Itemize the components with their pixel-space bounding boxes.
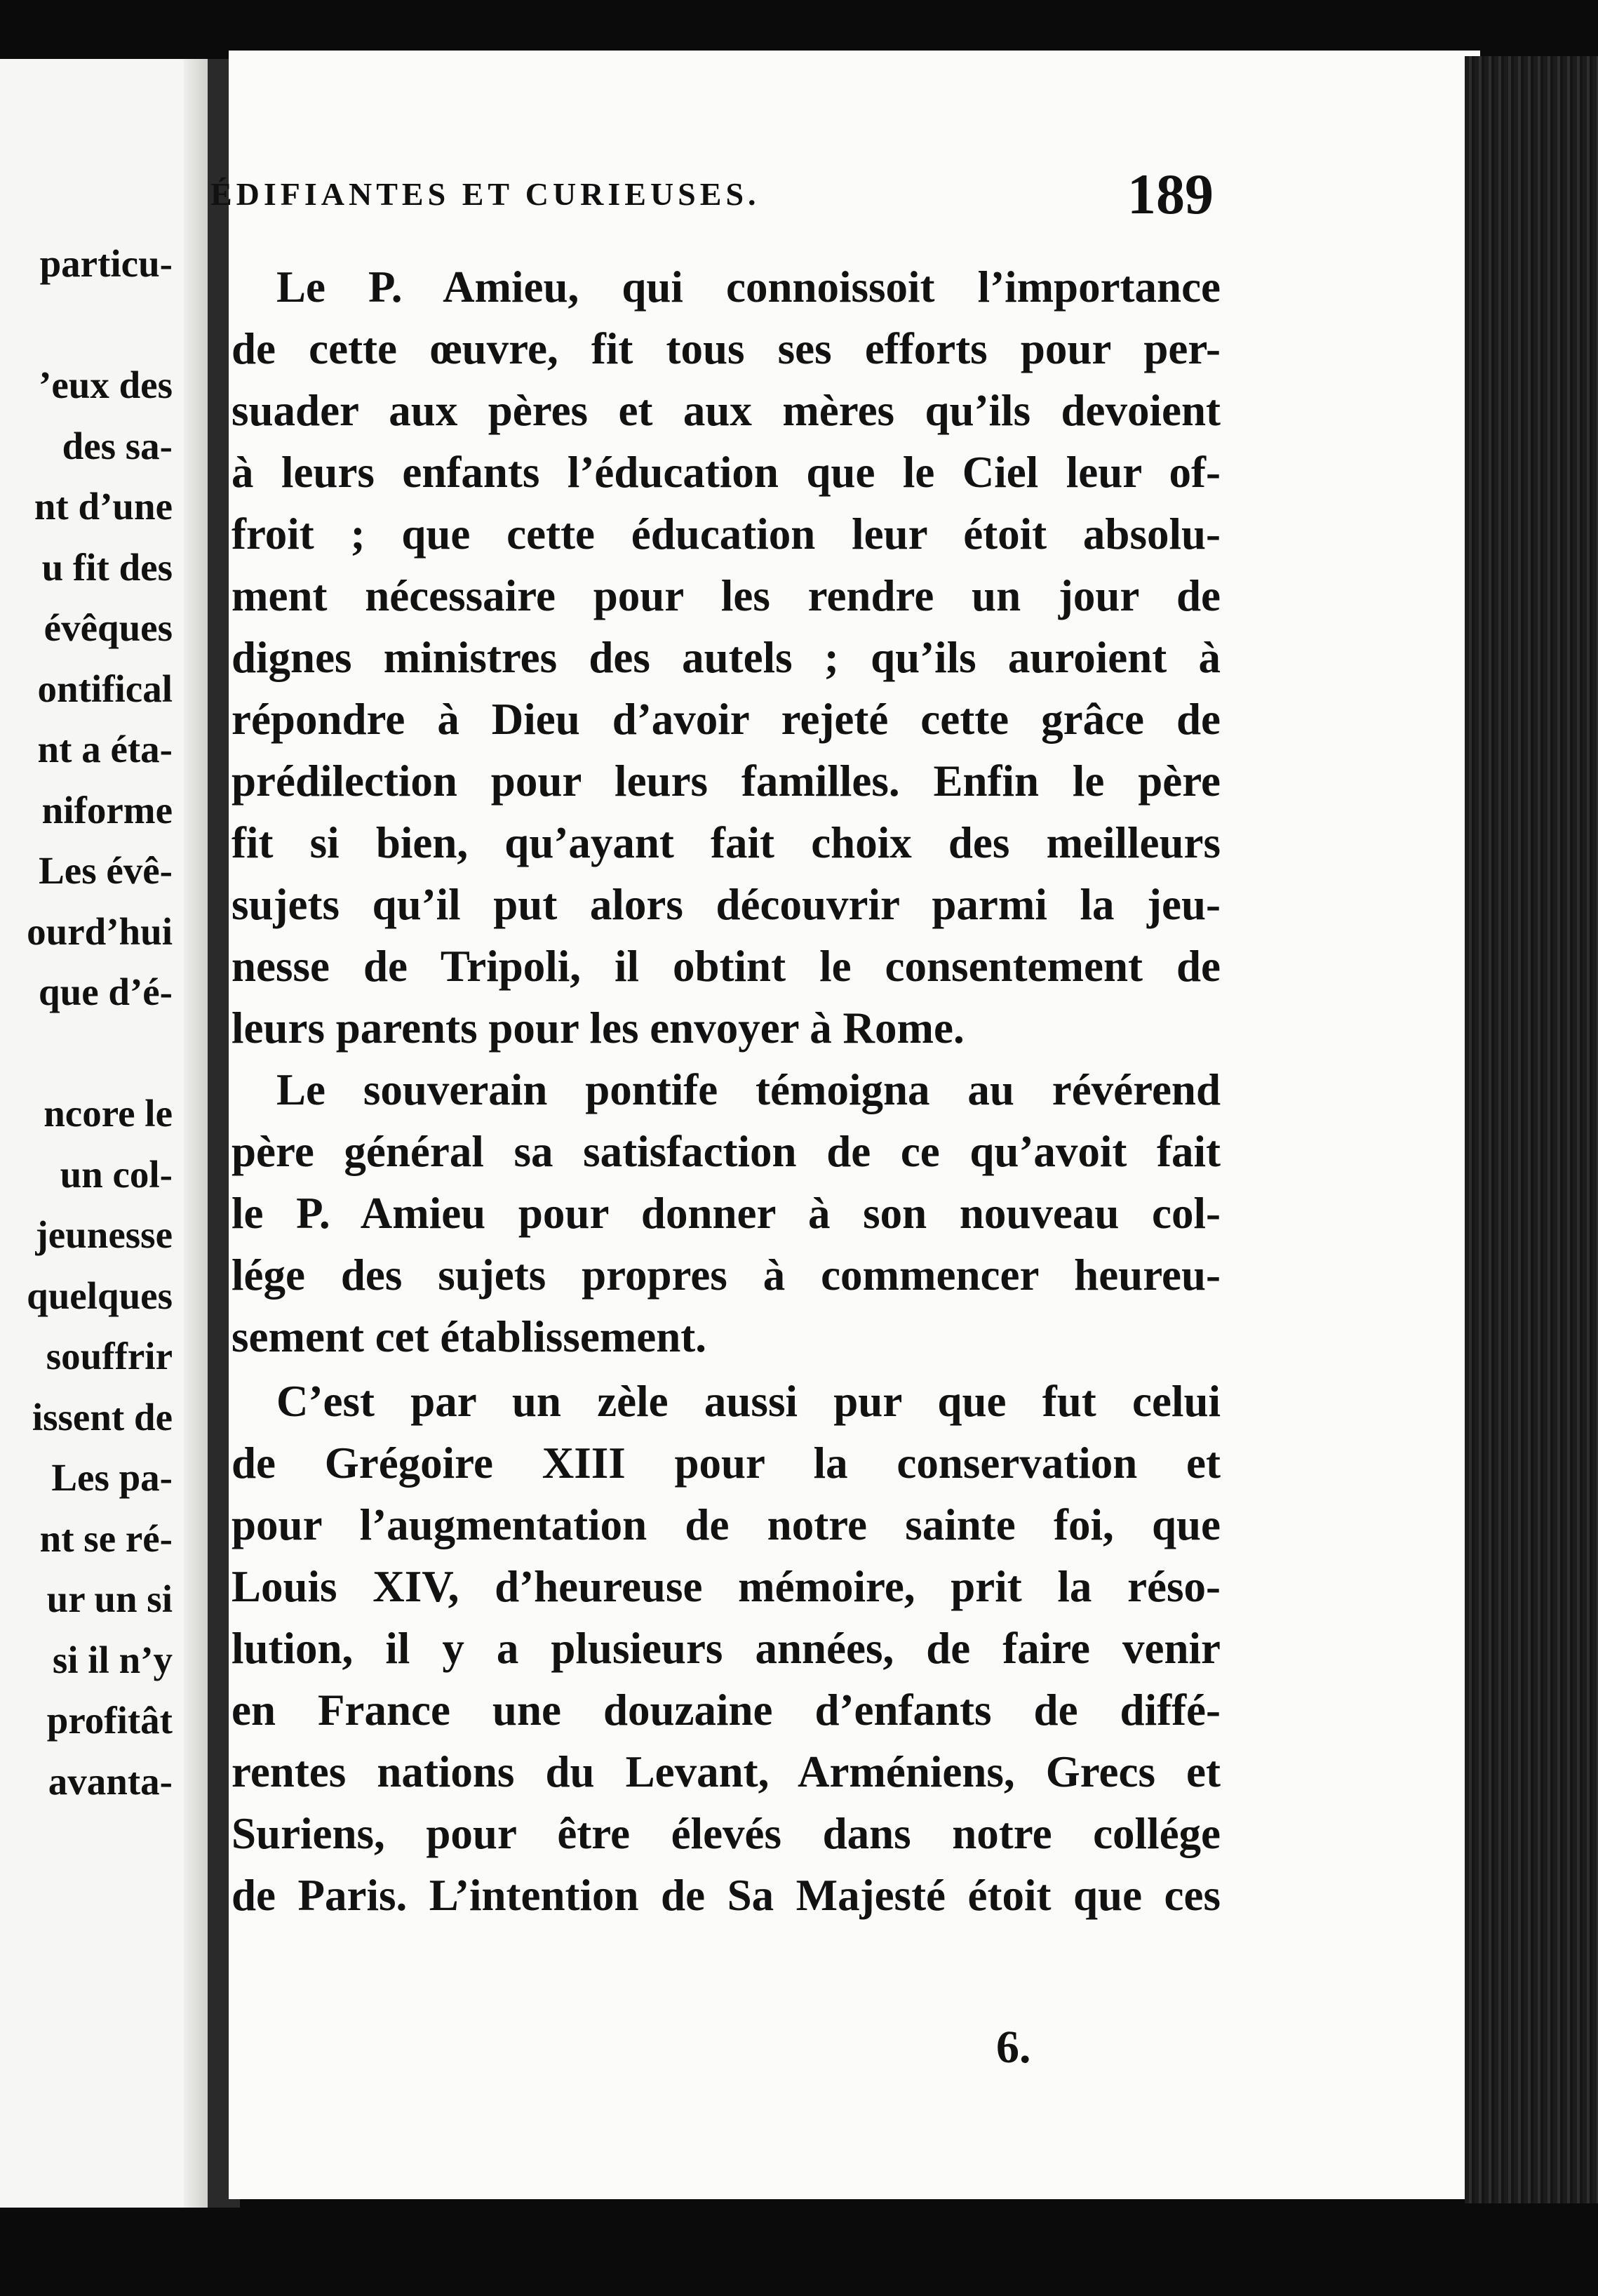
facing-page-line: ourd’hui [27,909,173,953]
text-line: ment nécessaire pour les rendre un jour de [231,571,1221,620]
text-line: de Grégoire XIII pour la conservation et [231,1439,1221,1488]
text-line: fit si bien, qu’ayant fait choix des meilleurs [231,818,1221,867]
text-line: sujets qu’il put alors découvrir parmi la jeu- [231,880,1221,929]
facing-page-line: u fit des [41,545,173,589]
text-line: rentes nations du Levant, Arméniens, Grecs et [231,1747,1221,1796]
facing-page-line: Les pa- [51,1456,173,1499]
facing-page-line: profitât [46,1699,173,1742]
facing-page-line: quelques [27,1274,173,1317]
facing-page-line: issent de [32,1395,173,1439]
facing-page-line: souffrir [46,1335,173,1377]
facing-page-line: ’eux des [39,363,173,406]
page-number: 189 [1127,162,1214,226]
text-line: le P. Amieu pour donner à son nouveau col- [231,1189,1221,1238]
facing-page-line: un col- [60,1152,173,1196]
facing-page-line: particu- [39,242,173,285]
page-stack-edge [1465,56,1598,2203]
facing-page-line: nt a éta- [37,728,173,770]
signature-mark: 6. [996,2022,1031,2073]
text-line: à leurs enfants l’éducation que le Ciel leur of- [231,448,1221,497]
text-line: suader aux pères et aux mères qu’ils devoient [231,386,1221,435]
text-line: répondre à Dieu d’avoir rejeté cette grâce de [231,695,1221,744]
text-line: Louis XIV, d’heureuse mémoire, prit la réso- [231,1562,1221,1611]
facing-page-line: des sa- [62,424,173,467]
text-line: lége des sujets propres à commencer heureu- [231,1250,1221,1300]
text-line: pour l’augmentation de notre sainte foi, que [231,1500,1221,1549]
facing-page-line: que d’é- [39,970,173,1013]
facing-page-line: ncore le [43,1092,173,1135]
facing-page-left [0,59,208,2208]
page-header [210,161,1214,232]
facing-page-line: nt d’une [34,485,173,528]
facing-page-line: avanta- [48,1759,173,1803]
text-line: Suriens, pour être élevés dans notre collége [231,1809,1221,1858]
text-line: sement cet établissement. [231,1312,707,1361]
text-line: leurs parents pour les envoyer à Rome. [231,1003,965,1053]
text-line: lution, il y a plusieurs années, de faire venir [231,1624,1221,1673]
text-line: froit ; que cette éducation leur étoit absolu- [231,509,1221,559]
running-head: ÉDIFIANTES ET CURIEUSES. [210,176,760,212]
text-line: dignes ministres des autels ; qu’ils auroient à [231,633,1221,682]
text-line: nesse de Tripoli, il obtint le consentement de [231,942,1221,991]
facing-page-edge [184,59,208,2208]
page-body-text [231,256,1221,1926]
facing-page-line: niforme [41,788,173,832]
facing-page-line: si il n’y [52,1638,173,1681]
facing-page-line: nt se ré- [39,1516,173,1560]
facing-page-line: jeunesse [35,1213,173,1256]
text-line: C’est par un zèle aussi pur que fut celui [276,1377,1221,1426]
text-line: père général sa satisfaction de ce qu’avoit fait [231,1127,1221,1176]
text-line: en France une douzaine d’enfants de diffé- [231,1686,1221,1735]
text-line: prédilection pour leurs familles. Enfin le père [231,756,1221,806]
text-line: de cette œuvre, fit tous ses efforts pour per- [231,324,1221,373]
facing-page-line: ur un si [46,1577,173,1620]
facing-page-line: évêques [43,606,173,649]
text-line: Le P. Amieu, qui connoissoit l’importance [276,262,1221,312]
facing-page-line: Les évê- [39,849,173,892]
text-line: de Paris. L’intention de Sa Majesté étoit que ces [231,1871,1221,1920]
facing-page-line: ontifical [37,667,173,710]
text-line: Le souverain pontife témoigna au révérend [276,1065,1221,1114]
